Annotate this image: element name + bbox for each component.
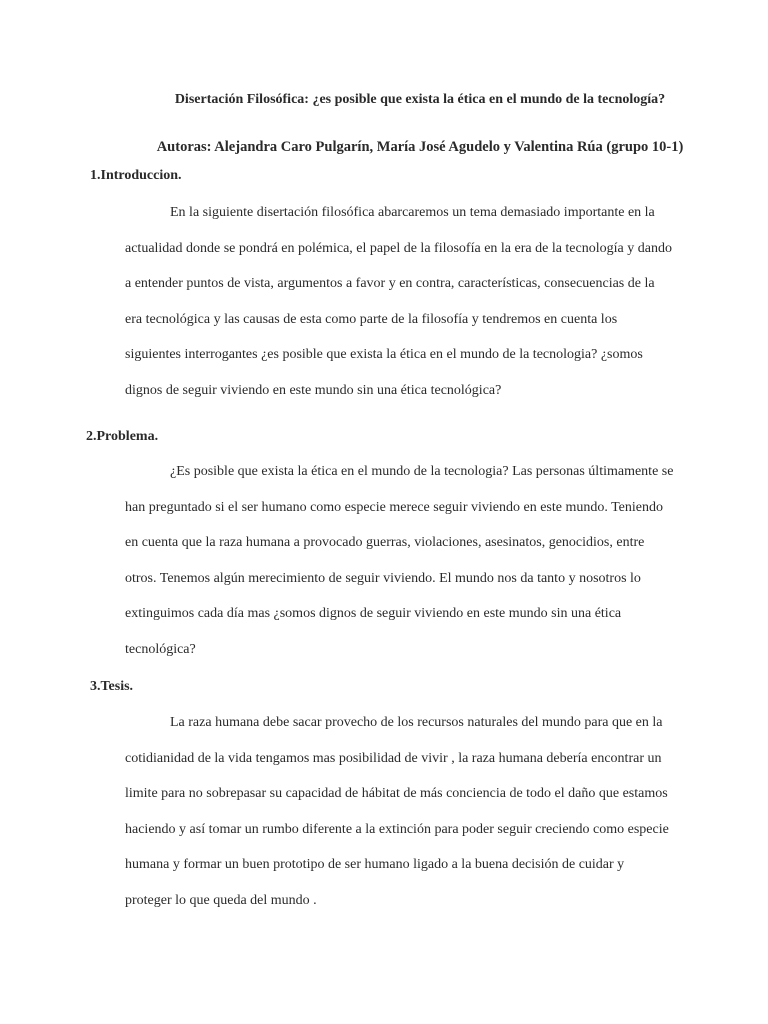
section-heading-introduccion: 1.Introduccion. bbox=[90, 168, 182, 183]
paragraph-line: en cuenta que la raza humana a provocado guerras, violaciones, asesinatos, genocidios, entre bbox=[125, 535, 645, 550]
section-heading-problema: 2.Problema. bbox=[86, 429, 159, 444]
paragraph-line: limite para no sobrepasar su capacidad de hábitat de más conciencia de todo el daño que estamos bbox=[125, 786, 668, 801]
paragraph-line: La raza humana debe sacar provecho de los recursos naturales del mundo para que en la bbox=[170, 715, 663, 730]
section-body-introduccion bbox=[125, 195, 725, 408]
paragraph-line: En la siguiente disertación filosófica abarcaremos un tema demasiado importante en la bbox=[170, 205, 655, 220]
paragraph-line: han preguntado si el ser humano como especie merece seguir viviendo en este mundo. Teniendo bbox=[125, 499, 663, 515]
paragraph-line: extinguimos cada día mas ¿somos dignos de seguir viviendo en este mundo sin una ética bbox=[125, 606, 622, 621]
section-body-problema bbox=[125, 454, 725, 667]
document-title: Disertación Filosófica: ¿es posible que exista la ética en el mundo de la tecnología? bbox=[174, 92, 666, 107]
paragraph-line: proteger lo que queda del mundo . bbox=[125, 892, 317, 908]
paragraph-line: era tecnológica y las causas de esta como parte de la filosofía y tendremos en cuenta los bbox=[125, 311, 618, 327]
paragraph-line: dignos de seguir viviendo en este mundo sin una ética tecnológica? bbox=[125, 382, 502, 398]
paragraph-line: haciendo y así tomar un rumbo diferente a la extinción para poder seguir creciendo como especie bbox=[125, 821, 669, 837]
paragraph-line: tecnológica? bbox=[125, 641, 196, 657]
section-heading-tesis: 3.Tesis. bbox=[90, 679, 134, 694]
paragraph-line: actualidad donde se pondrá en polémica, el papel de la filosofía en la era de la tecnología y dando bbox=[125, 240, 672, 256]
paragraph-line: ¿Es posible que exista la ética en el mundo de la tecnologia? Las personas últimamente se bbox=[170, 464, 674, 479]
paragraph-line: humana y formar un buen prototipo de ser humano ligado a la buena decisión de cuidar y bbox=[125, 857, 625, 872]
paragraph-line: cotidianidad de la vida tengamos mas posibilidad de vivir , la raza humana debería encontrar un bbox=[125, 750, 662, 766]
document-authors: Autoras: Alejandra Caro Pulgarín, María José Agudelo y Valentina Rúa (grupo 10-1) bbox=[156, 139, 684, 155]
paragraph-line: siguientes interrogantes ¿es posible que exista la ética en el mundo de la tecnologia? ¿somos bbox=[125, 347, 643, 362]
paragraph-line: a entender puntos de vista, argumentos a favor y en contra, características, consecuencias de la bbox=[125, 276, 655, 291]
paragraph-line: otros. Tenemos algún merecimiento de seguir viviendo. El mundo nos da tanto y nosotros lo bbox=[125, 570, 641, 586]
section-body-tesis bbox=[125, 705, 725, 918]
